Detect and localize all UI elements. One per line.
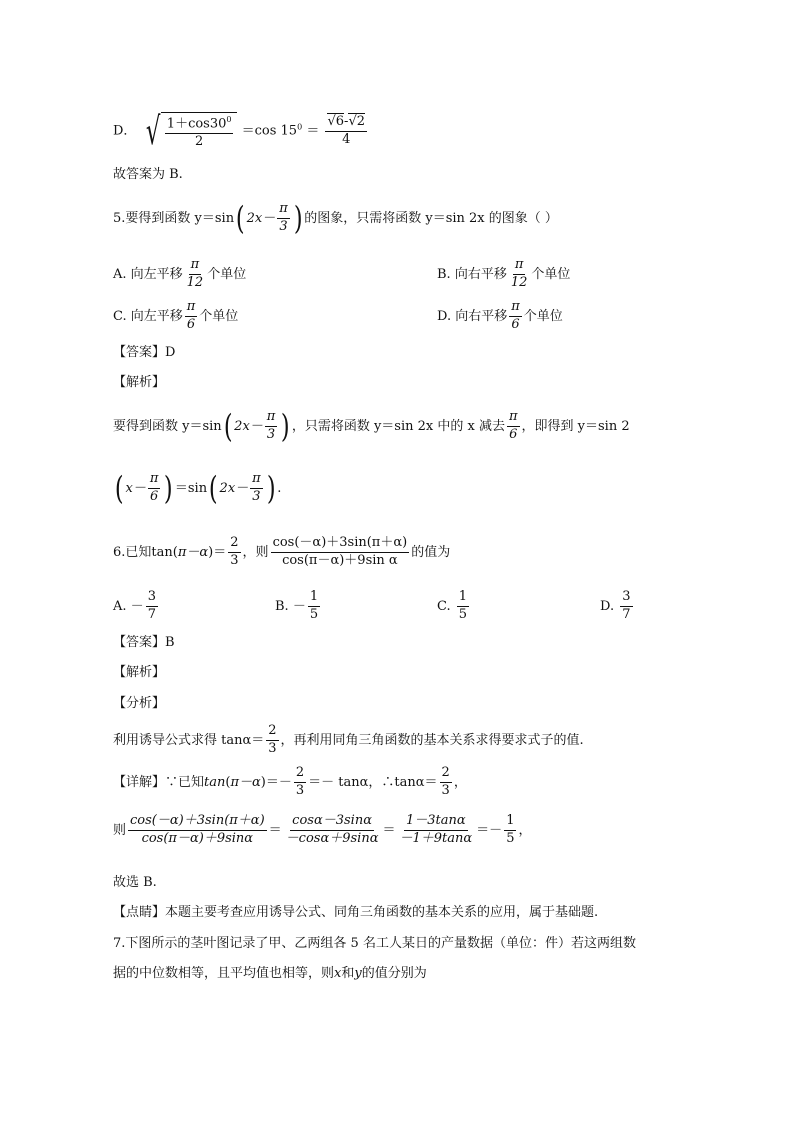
q6-derivation: 则 $\frac{\cos(-\alpha)+3\sin(\pi+\alpha)}{\cos(\pi-\alpha)+9\sin\alpha}$ ＝ $\frac{\cos\alpha-3\sin\alpha}{-\cos\alpha+9\sin\alpha}$ ＝ $\frac{1-3\tan\alpha}{-1+9\tan\alpha}$ ＝－ $\frac{1}{5}$ ， xyxy=(113,813,532,846)
q5-option-c: C. 向左平移 $\frac{\pi}{6}$ 个单位 xyxy=(113,299,239,332)
q6-choose: 故选 B. xyxy=(113,875,157,890)
question-7-line2: 据的中位数相等，且平均值也相等，则x和y的值分别为 xyxy=(113,966,427,981)
q6-fenxi-text: 利用诱导公式求得 tanα＝ $\frac{2}{3}$ ，再利用同角三角函数的基本关系求得要求式子的值. xyxy=(113,723,584,756)
q6-option-d: D. $\frac{3}{7}$ xyxy=(600,589,631,622)
q6-option-a: A. － $\frac{3}{7}$ xyxy=(113,589,156,622)
q5-answer: 【答案】D xyxy=(113,345,176,360)
q5-option-d: D. 向右平移 $\frac{\pi}{6}$ 个单位 xyxy=(437,299,563,332)
q5-solution-line2: ( x－ $\frac{\pi}{6}$ ) ＝sin( 2x－ $\frac{\pi}{3}$ ) . xyxy=(114,469,282,508)
prev-option-d: D． √ $\frac{1+\cos 30^0}{2}$ ＝cos $15^0$ ＝ $\frac{√6-√2}{4}$ xyxy=(113,109,366,154)
option-label: D． xyxy=(113,123,137,139)
q6-fenxi-heading: 【分析】 xyxy=(113,696,166,711)
question-5: 5.要得到函数 y＝sin( 2x－ $\frac{\pi}{3}$ ) 的图象，只需将函数 y＝sin 2x 的图象（ ） xyxy=(113,199,558,238)
q6-answer: 【答案】B xyxy=(113,635,175,650)
q5-solution-line1: 要得到函数 y＝sin( 2x－ $\frac{\pi}{3}$ ) ，只需将函数 y＝sin 2x 中的 x 减去 $\frac{\pi}{6}$ ，即得到 y＝sin 2 xyxy=(113,407,630,446)
q6-analysis-heading: 【解析】 xyxy=(113,665,166,680)
answer-line: 故答案为 B. xyxy=(113,167,183,182)
question-7-line1: 7.下图所示的茎叶图记录了甲、乙两组各 5 名工人某日的产量数据（单位：件）若这两组数 xyxy=(113,936,636,951)
q5-option-a: A. 向左平移 $\frac{\pi}{12}$ 个单位 xyxy=(113,257,247,290)
q6-option-c: C. $\frac{1}{5}$ xyxy=(437,589,468,622)
q6-xiangjie: 【详解】∵已知tan(π－α)＝－ $\frac{2}{3}$ ＝－ tanα，∴tanα＝ $\frac{2}{3}$ ， xyxy=(113,765,467,798)
q6-option-b: B. － $\frac{1}{5}$ xyxy=(275,589,319,622)
q5-option-b: B. 向右平移 $\frac{\pi}{12}$ 个单位 xyxy=(437,257,571,290)
question-6: 6.已知tan(π－α)＝ $\frac{2}{3}$ ，则 $\frac{\cos(-\alpha)+3\sin(\pi+\alpha)}{\text{cos(π－α)＋9sin α}}$ 的值为 xyxy=(113,535,451,568)
q6-dianjing: 【点睛】本题主要考查应用诱导公式、同角三角函数的基本关系的应用，属于基础题. xyxy=(113,905,599,920)
q5-analysis-heading: 【解析】 xyxy=(113,375,166,390)
sqrt-expression: √ $\frac{1+\cos 30^0}{2}$ xyxy=(141,112,238,150)
